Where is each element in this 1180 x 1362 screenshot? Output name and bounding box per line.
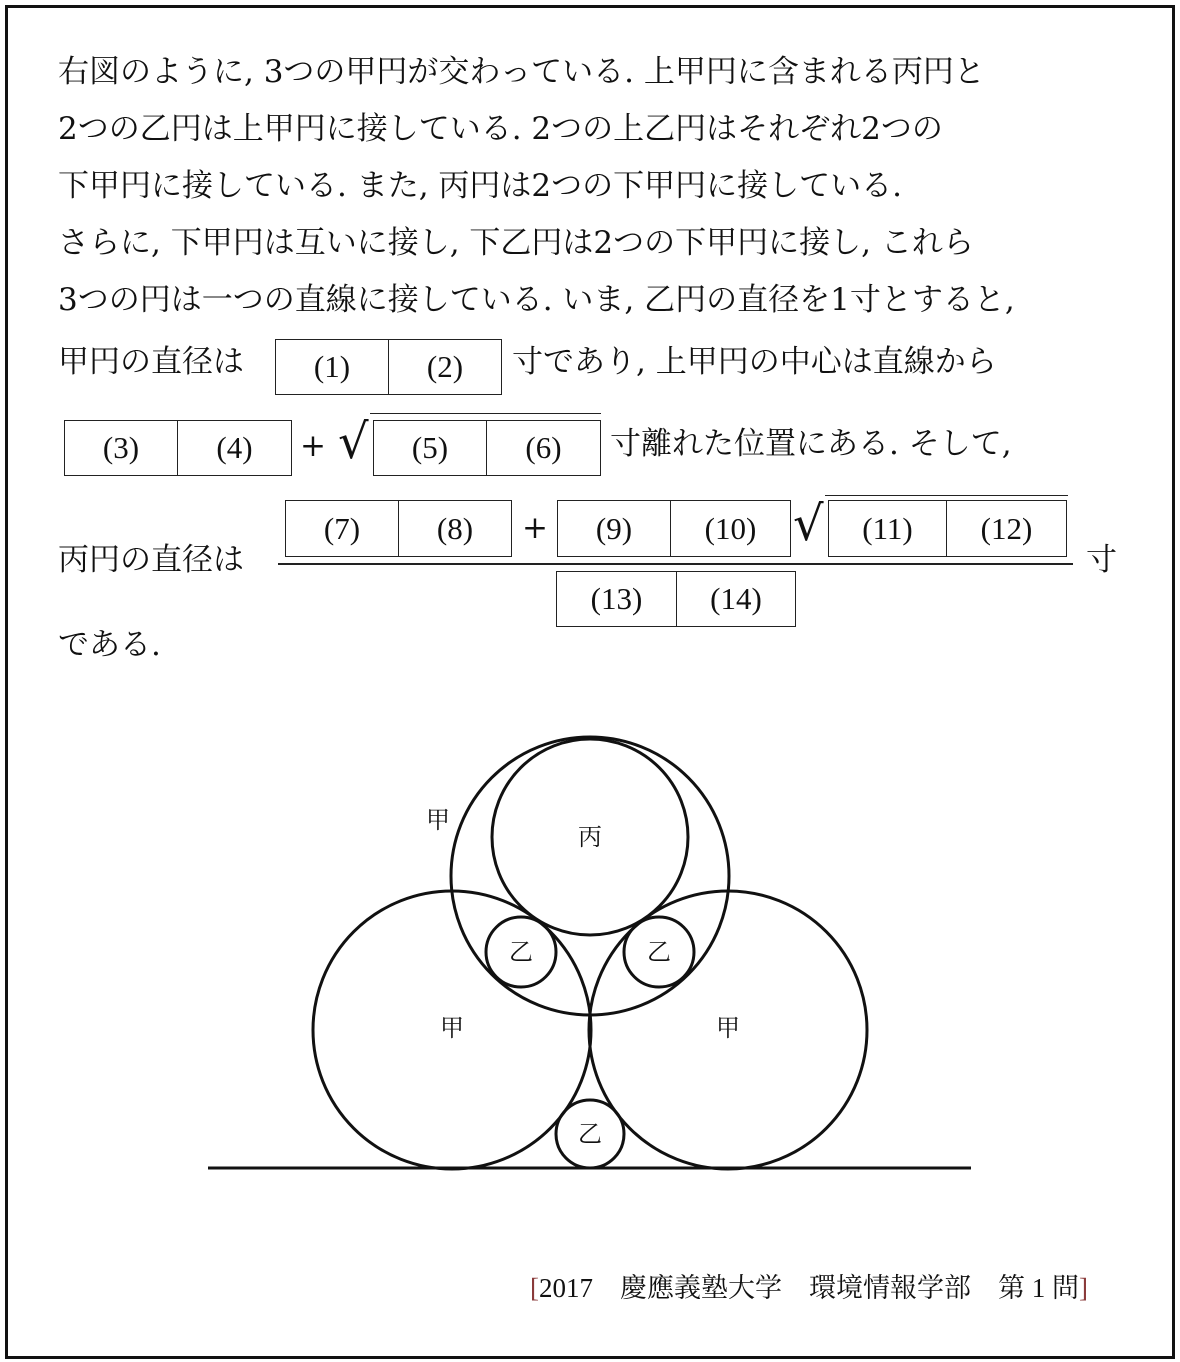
plus-sign: + [300, 428, 326, 464]
plus-sign-2: + [522, 510, 548, 546]
citation [530, 1266, 1088, 1305]
answer-box-5[interactable]: (5) [373, 420, 487, 476]
problem-line-4: さらに, 下甲円は互いに接し, 下乙円は2つの下甲円に接し, これら [58, 225, 974, 261]
problem-line-2: 2つの乙円は上甲円に接している. 2つの上乙円はそれぞれ2つの [58, 111, 943, 147]
line9: である. [58, 627, 161, 663]
label-kou-upper: 甲 [426, 806, 450, 834]
label-kou-left: 甲 [440, 1014, 464, 1042]
citation-text: 2017 慶應義塾大学 環境情報学部 第 1 問 [539, 1273, 1079, 1303]
answer-box-14[interactable]: (14) [676, 571, 796, 627]
citation-open-bracket: [ [530, 1273, 539, 1303]
problem-line-3: 下甲円に接している. また, 丙円は2つの下甲円に接している. [58, 168, 902, 204]
answer-box-9[interactable]: (9) [557, 500, 671, 557]
answer-box-6[interactable]: (6) [486, 420, 601, 476]
problem-line-5: 3つの円は一つの直線に接している. いま, 乙円の直径を1寸とすると, [58, 282, 1015, 318]
line8-suffix: 寸 [1086, 542, 1117, 578]
label-kou-right: 甲 [716, 1014, 740, 1042]
citation-close-bracket: ] [1079, 1273, 1088, 1303]
line8-prefix: 丙円の直径は [58, 542, 244, 578]
problem-line-1: 右図のように, 3つの甲円が交わっている. 上甲円に含まれる丙円と [58, 54, 985, 90]
sqrt-sign: √ [338, 414, 369, 470]
answer-box-4[interactable]: (4) [177, 420, 292, 476]
answer-box-3[interactable]: (3) [64, 420, 178, 476]
answer-box-10[interactable]: (10) [670, 500, 791, 557]
answer-box-11[interactable]: (11) [828, 500, 947, 557]
line6-prefix: 甲円の直径は [58, 344, 244, 380]
label-otsu-right: 乙 [647, 938, 671, 966]
label-otsu-left: 乙 [509, 938, 533, 966]
answer-box-8[interactable]: (8) [398, 500, 512, 557]
answer-box-2[interactable]: (2) [388, 339, 502, 395]
answer-box-12[interactable]: (12) [946, 500, 1067, 557]
line6-suffix: 寸であり, 上甲円の中心は直線から [512, 344, 997, 380]
sqrt-sign-2: √ [793, 496, 824, 552]
label-hei: 丙 [578, 823, 602, 851]
label-otsu-bottom: 乙 [578, 1120, 602, 1148]
answer-box-13[interactable]: (13) [556, 571, 677, 627]
line7-suffix: 寸離れた位置にある. そして, [610, 426, 1012, 462]
answer-box-7[interactable]: (7) [285, 500, 399, 557]
answer-box-1[interactable]: (1) [275, 339, 389, 395]
